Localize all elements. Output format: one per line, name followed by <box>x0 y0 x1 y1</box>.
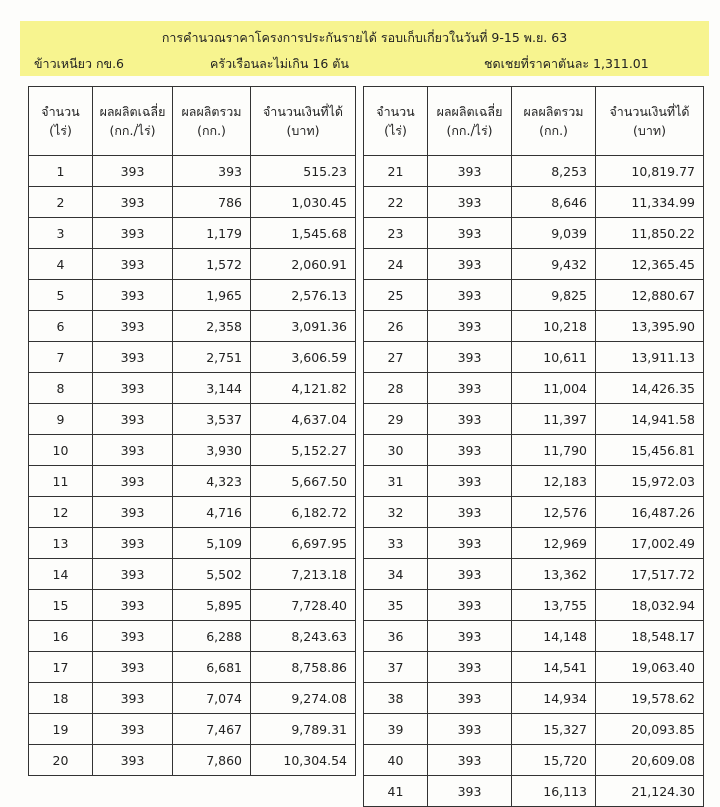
cell-rai: 36 <box>364 621 428 652</box>
cell-rai: 14 <box>29 559 93 590</box>
cell-rai: 20 <box>29 745 93 776</box>
payment-table-right <box>363 86 704 807</box>
cell-avg-yield: 393 <box>93 559 173 590</box>
cell-total-yield: 6,681 <box>173 652 251 683</box>
cell-total-yield: 5,109 <box>173 528 251 559</box>
cell-avg-yield: 393 <box>93 652 173 683</box>
table-row <box>364 559 704 590</box>
table-row <box>364 528 704 559</box>
cell-amount: 15,456.81 <box>596 435 704 466</box>
cell-rai: 25 <box>364 280 428 311</box>
table-row <box>29 683 356 714</box>
cell-total-yield: 9,039 <box>512 218 596 249</box>
cell-avg-yield: 393 <box>428 621 512 652</box>
cell-amount: 8,243.63 <box>251 621 356 652</box>
cell-total-yield: 16,113 <box>512 776 596 807</box>
table-row <box>364 621 704 652</box>
cell-amount: 12,365.45 <box>596 249 704 280</box>
col-header-rai: จำนวน (ไร่) <box>29 87 93 156</box>
cell-amount: 18,032.94 <box>596 590 704 621</box>
cell-avg-yield: 393 <box>93 683 173 714</box>
cell-avg-yield: 393 <box>93 249 173 280</box>
cell-rai: 4 <box>29 249 93 280</box>
table-row <box>29 156 356 187</box>
cell-rai: 21 <box>364 156 428 187</box>
table-row <box>364 683 704 714</box>
cell-total-yield: 3,144 <box>173 373 251 404</box>
cell-total-yield: 8,253 <box>512 156 596 187</box>
cell-rai: 6 <box>29 311 93 342</box>
cell-total-yield: 5,502 <box>173 559 251 590</box>
cell-rai: 12 <box>29 497 93 528</box>
cell-rai: 30 <box>364 435 428 466</box>
cell-amount: 6,697.95 <box>251 528 356 559</box>
cell-avg-yield: 393 <box>93 218 173 249</box>
cell-rai: 17 <box>29 652 93 683</box>
table-header-row <box>29 87 356 156</box>
cell-rai: 8 <box>29 373 93 404</box>
table-row <box>364 280 704 311</box>
cell-rai: 9 <box>29 404 93 435</box>
cell-avg-yield: 393 <box>428 187 512 218</box>
col-header-total-yield: ผลผลิตรวม (กก.) <box>512 87 596 156</box>
cell-amount: 5,667.50 <box>251 466 356 497</box>
cell-total-yield: 7,467 <box>173 714 251 745</box>
cell-rai: 34 <box>364 559 428 590</box>
cell-amount: 2,576.13 <box>251 280 356 311</box>
cell-amount: 3,606.59 <box>251 342 356 373</box>
table-row <box>364 404 704 435</box>
cell-avg-yield: 393 <box>428 435 512 466</box>
cell-total-yield: 10,611 <box>512 342 596 373</box>
table-row <box>29 187 356 218</box>
cell-avg-yield: 393 <box>428 776 512 807</box>
cell-total-yield: 13,362 <box>512 559 596 590</box>
table-row <box>29 249 356 280</box>
table-row <box>29 466 356 497</box>
cell-total-yield: 7,074 <box>173 683 251 714</box>
table-row <box>364 435 704 466</box>
cell-amount: 10,304.54 <box>251 745 356 776</box>
cell-total-yield: 11,004 <box>512 373 596 404</box>
cell-amount: 1,030.45 <box>251 187 356 218</box>
cell-rai: 16 <box>29 621 93 652</box>
cell-rai: 7 <box>29 342 93 373</box>
table-row <box>364 652 704 683</box>
cell-total-yield: 3,537 <box>173 404 251 435</box>
cell-avg-yield: 393 <box>93 342 173 373</box>
cell-avg-yield: 393 <box>428 280 512 311</box>
cell-total-yield: 1,179 <box>173 218 251 249</box>
cell-amount: 9,274.08 <box>251 683 356 714</box>
cell-total-yield: 14,934 <box>512 683 596 714</box>
cell-rai: 22 <box>364 187 428 218</box>
cell-amount: 13,911.13 <box>596 342 704 373</box>
cell-avg-yield: 393 <box>428 683 512 714</box>
cell-avg-yield: 393 <box>428 156 512 187</box>
col-header-total-yield: ผลผลิตรวม (กก.) <box>173 87 251 156</box>
cell-amount: 2,060.91 <box>251 249 356 280</box>
cell-rai: 41 <box>364 776 428 807</box>
table-row <box>29 404 356 435</box>
cell-amount: 20,093.85 <box>596 714 704 745</box>
table-row <box>364 590 704 621</box>
cell-total-yield: 4,323 <box>173 466 251 497</box>
cell-total-yield: 12,576 <box>512 497 596 528</box>
cell-total-yield: 10,218 <box>512 311 596 342</box>
table-row <box>364 497 704 528</box>
table-row <box>364 249 704 280</box>
cell-total-yield: 15,720 <box>512 745 596 776</box>
cell-total-yield: 2,751 <box>173 342 251 373</box>
cell-amount: 6,182.72 <box>251 497 356 528</box>
cell-avg-yield: 393 <box>93 714 173 745</box>
table-row <box>364 342 704 373</box>
cell-rai: 18 <box>29 683 93 714</box>
cell-avg-yield: 393 <box>93 497 173 528</box>
cell-total-yield: 1,572 <box>173 249 251 280</box>
cell-total-yield: 786 <box>173 187 251 218</box>
cell-rai: 39 <box>364 714 428 745</box>
compensation-rate: ชดเชยที่ราคาตันละ 1,311.01 <box>484 56 649 71</box>
cell-rai: 5 <box>29 280 93 311</box>
cell-avg-yield: 393 <box>428 249 512 280</box>
table-row <box>364 466 704 497</box>
cell-avg-yield: 393 <box>93 590 173 621</box>
cell-total-yield: 14,541 <box>512 652 596 683</box>
table-row <box>29 280 356 311</box>
cell-total-yield: 3,930 <box>173 435 251 466</box>
cell-total-yield: 6,288 <box>173 621 251 652</box>
table-row <box>364 745 704 776</box>
cell-amount: 20,609.08 <box>596 745 704 776</box>
col-header-amount: จำนวนเงินที่ได้ (บาท) <box>251 87 356 156</box>
table-row <box>364 187 704 218</box>
cell-avg-yield: 393 <box>428 714 512 745</box>
table-header-row <box>364 87 704 156</box>
cell-rai: 15 <box>29 590 93 621</box>
cell-avg-yield: 393 <box>428 590 512 621</box>
cell-avg-yield: 393 <box>93 187 173 218</box>
cell-total-yield: 12,969 <box>512 528 596 559</box>
cell-rai: 1 <box>29 156 93 187</box>
cell-avg-yield: 393 <box>93 745 173 776</box>
cell-rai: 24 <box>364 249 428 280</box>
cell-total-yield: 5,895 <box>173 590 251 621</box>
table-row <box>364 218 704 249</box>
cell-amount: 11,334.99 <box>596 187 704 218</box>
cell-amount: 13,395.90 <box>596 311 704 342</box>
cell-avg-yield: 393 <box>93 466 173 497</box>
cell-rai: 26 <box>364 311 428 342</box>
cell-rai: 31 <box>364 466 428 497</box>
cell-avg-yield: 393 <box>93 621 173 652</box>
col-header-avg-yield: ผลผลิตเฉลี่ย (กก./ไร่) <box>428 87 512 156</box>
cell-rai: 37 <box>364 652 428 683</box>
table-row <box>364 776 704 807</box>
cell-amount: 11,850.22 <box>596 218 704 249</box>
cell-rai: 33 <box>364 528 428 559</box>
cell-total-yield: 8,646 <box>512 187 596 218</box>
cell-total-yield: 9,825 <box>512 280 596 311</box>
col-header-amount: จำนวนเงินที่ได้ (บาท) <box>596 87 704 156</box>
cell-amount: 5,152.27 <box>251 435 356 466</box>
table-row <box>29 311 356 342</box>
cell-amount: 10,819.77 <box>596 156 704 187</box>
cell-rai: 38 <box>364 683 428 714</box>
table-row <box>29 528 356 559</box>
cell-avg-yield: 393 <box>93 156 173 187</box>
rice-variety: ข้าวเหนียว กข.6 <box>34 56 124 71</box>
cell-avg-yield: 393 <box>428 311 512 342</box>
table-row <box>29 745 356 776</box>
cell-avg-yield: 393 <box>93 528 173 559</box>
cell-avg-yield: 393 <box>428 404 512 435</box>
cell-avg-yield: 393 <box>428 559 512 590</box>
cell-amount: 12,880.67 <box>596 280 704 311</box>
cell-avg-yield: 393 <box>93 311 173 342</box>
cell-rai: 27 <box>364 342 428 373</box>
cell-total-yield: 15,327 <box>512 714 596 745</box>
table-row <box>29 714 356 745</box>
cell-amount: 17,517.72 <box>596 559 704 590</box>
table-row <box>29 435 356 466</box>
cell-rai: 23 <box>364 218 428 249</box>
col-header-rai: จำนวน (ไร่) <box>364 87 428 156</box>
cell-rai: 35 <box>364 590 428 621</box>
cell-avg-yield: 393 <box>428 218 512 249</box>
table-row <box>29 373 356 404</box>
cell-total-yield: 13,755 <box>512 590 596 621</box>
cell-amount: 7,213.18 <box>251 559 356 590</box>
cell-total-yield: 1,965 <box>173 280 251 311</box>
cell-amount: 19,578.62 <box>596 683 704 714</box>
cell-avg-yield: 393 <box>428 528 512 559</box>
cell-avg-yield: 393 <box>93 435 173 466</box>
cell-avg-yield: 393 <box>93 404 173 435</box>
cell-avg-yield: 393 <box>428 342 512 373</box>
table-row <box>364 373 704 404</box>
cell-amount: 19,063.40 <box>596 652 704 683</box>
cell-amount: 14,941.58 <box>596 404 704 435</box>
cell-amount: 18,548.17 <box>596 621 704 652</box>
table-row <box>29 342 356 373</box>
cell-avg-yield: 393 <box>428 745 512 776</box>
cell-amount: 17,002.49 <box>596 528 704 559</box>
cell-total-yield: 11,397 <box>512 404 596 435</box>
table-row <box>364 714 704 745</box>
cell-total-yield: 12,183 <box>512 466 596 497</box>
cell-total-yield: 4,716 <box>173 497 251 528</box>
document-title: การคำนวณราคาโครงการประกันรายได้ รอบเก็บเกี่ยวในวันที่ 9-15 พ.ย. 63 <box>161 30 568 45</box>
payment-table-left <box>28 86 356 776</box>
cell-rai: 28 <box>364 373 428 404</box>
household-limit: ครัวเรือนละไม่เกิน 16 ตัน <box>210 56 349 71</box>
cell-rai: 10 <box>29 435 93 466</box>
cell-rai: 32 <box>364 497 428 528</box>
cell-total-yield: 11,790 <box>512 435 596 466</box>
cell-amount: 4,121.82 <box>251 373 356 404</box>
cell-rai: 19 <box>29 714 93 745</box>
cell-amount: 515.23 <box>251 156 356 187</box>
cell-amount: 15,972.03 <box>596 466 704 497</box>
cell-total-yield: 14,148 <box>512 621 596 652</box>
cell-avg-yield: 393 <box>93 373 173 404</box>
cell-amount: 14,426.35 <box>596 373 704 404</box>
cell-amount: 4,637.04 <box>251 404 356 435</box>
cell-total-yield: 393 <box>173 156 251 187</box>
table-row <box>29 559 356 590</box>
col-header-avg-yield: ผลผลิตเฉลี่ย (กก./ไร่) <box>93 87 173 156</box>
cell-amount: 16,487.26 <box>596 497 704 528</box>
cell-rai: 13 <box>29 528 93 559</box>
table-row <box>29 590 356 621</box>
cell-rai: 40 <box>364 745 428 776</box>
table-row <box>29 497 356 528</box>
cell-avg-yield: 393 <box>428 373 512 404</box>
cell-amount: 3,091.36 <box>251 311 356 342</box>
cell-amount: 21,124.30 <box>596 776 704 807</box>
cell-amount: 7,728.40 <box>251 590 356 621</box>
cell-rai: 2 <box>29 187 93 218</box>
cell-amount: 1,545.68 <box>251 218 356 249</box>
cell-amount: 8,758.86 <box>251 652 356 683</box>
table-row <box>364 156 704 187</box>
table-row <box>29 621 356 652</box>
cell-rai: 3 <box>29 218 93 249</box>
cell-avg-yield: 393 <box>428 466 512 497</box>
cell-amount: 9,789.31 <box>251 714 356 745</box>
table-row <box>29 218 356 249</box>
cell-avg-yield: 393 <box>93 280 173 311</box>
table-row <box>364 311 704 342</box>
table-row <box>29 652 356 683</box>
cell-total-yield: 9,432 <box>512 249 596 280</box>
cell-total-yield: 2,358 <box>173 311 251 342</box>
cell-total-yield: 7,860 <box>173 745 251 776</box>
cell-avg-yield: 393 <box>428 497 512 528</box>
header-banner <box>20 21 709 76</box>
cell-rai: 29 <box>364 404 428 435</box>
cell-rai: 11 <box>29 466 93 497</box>
cell-avg-yield: 393 <box>428 652 512 683</box>
